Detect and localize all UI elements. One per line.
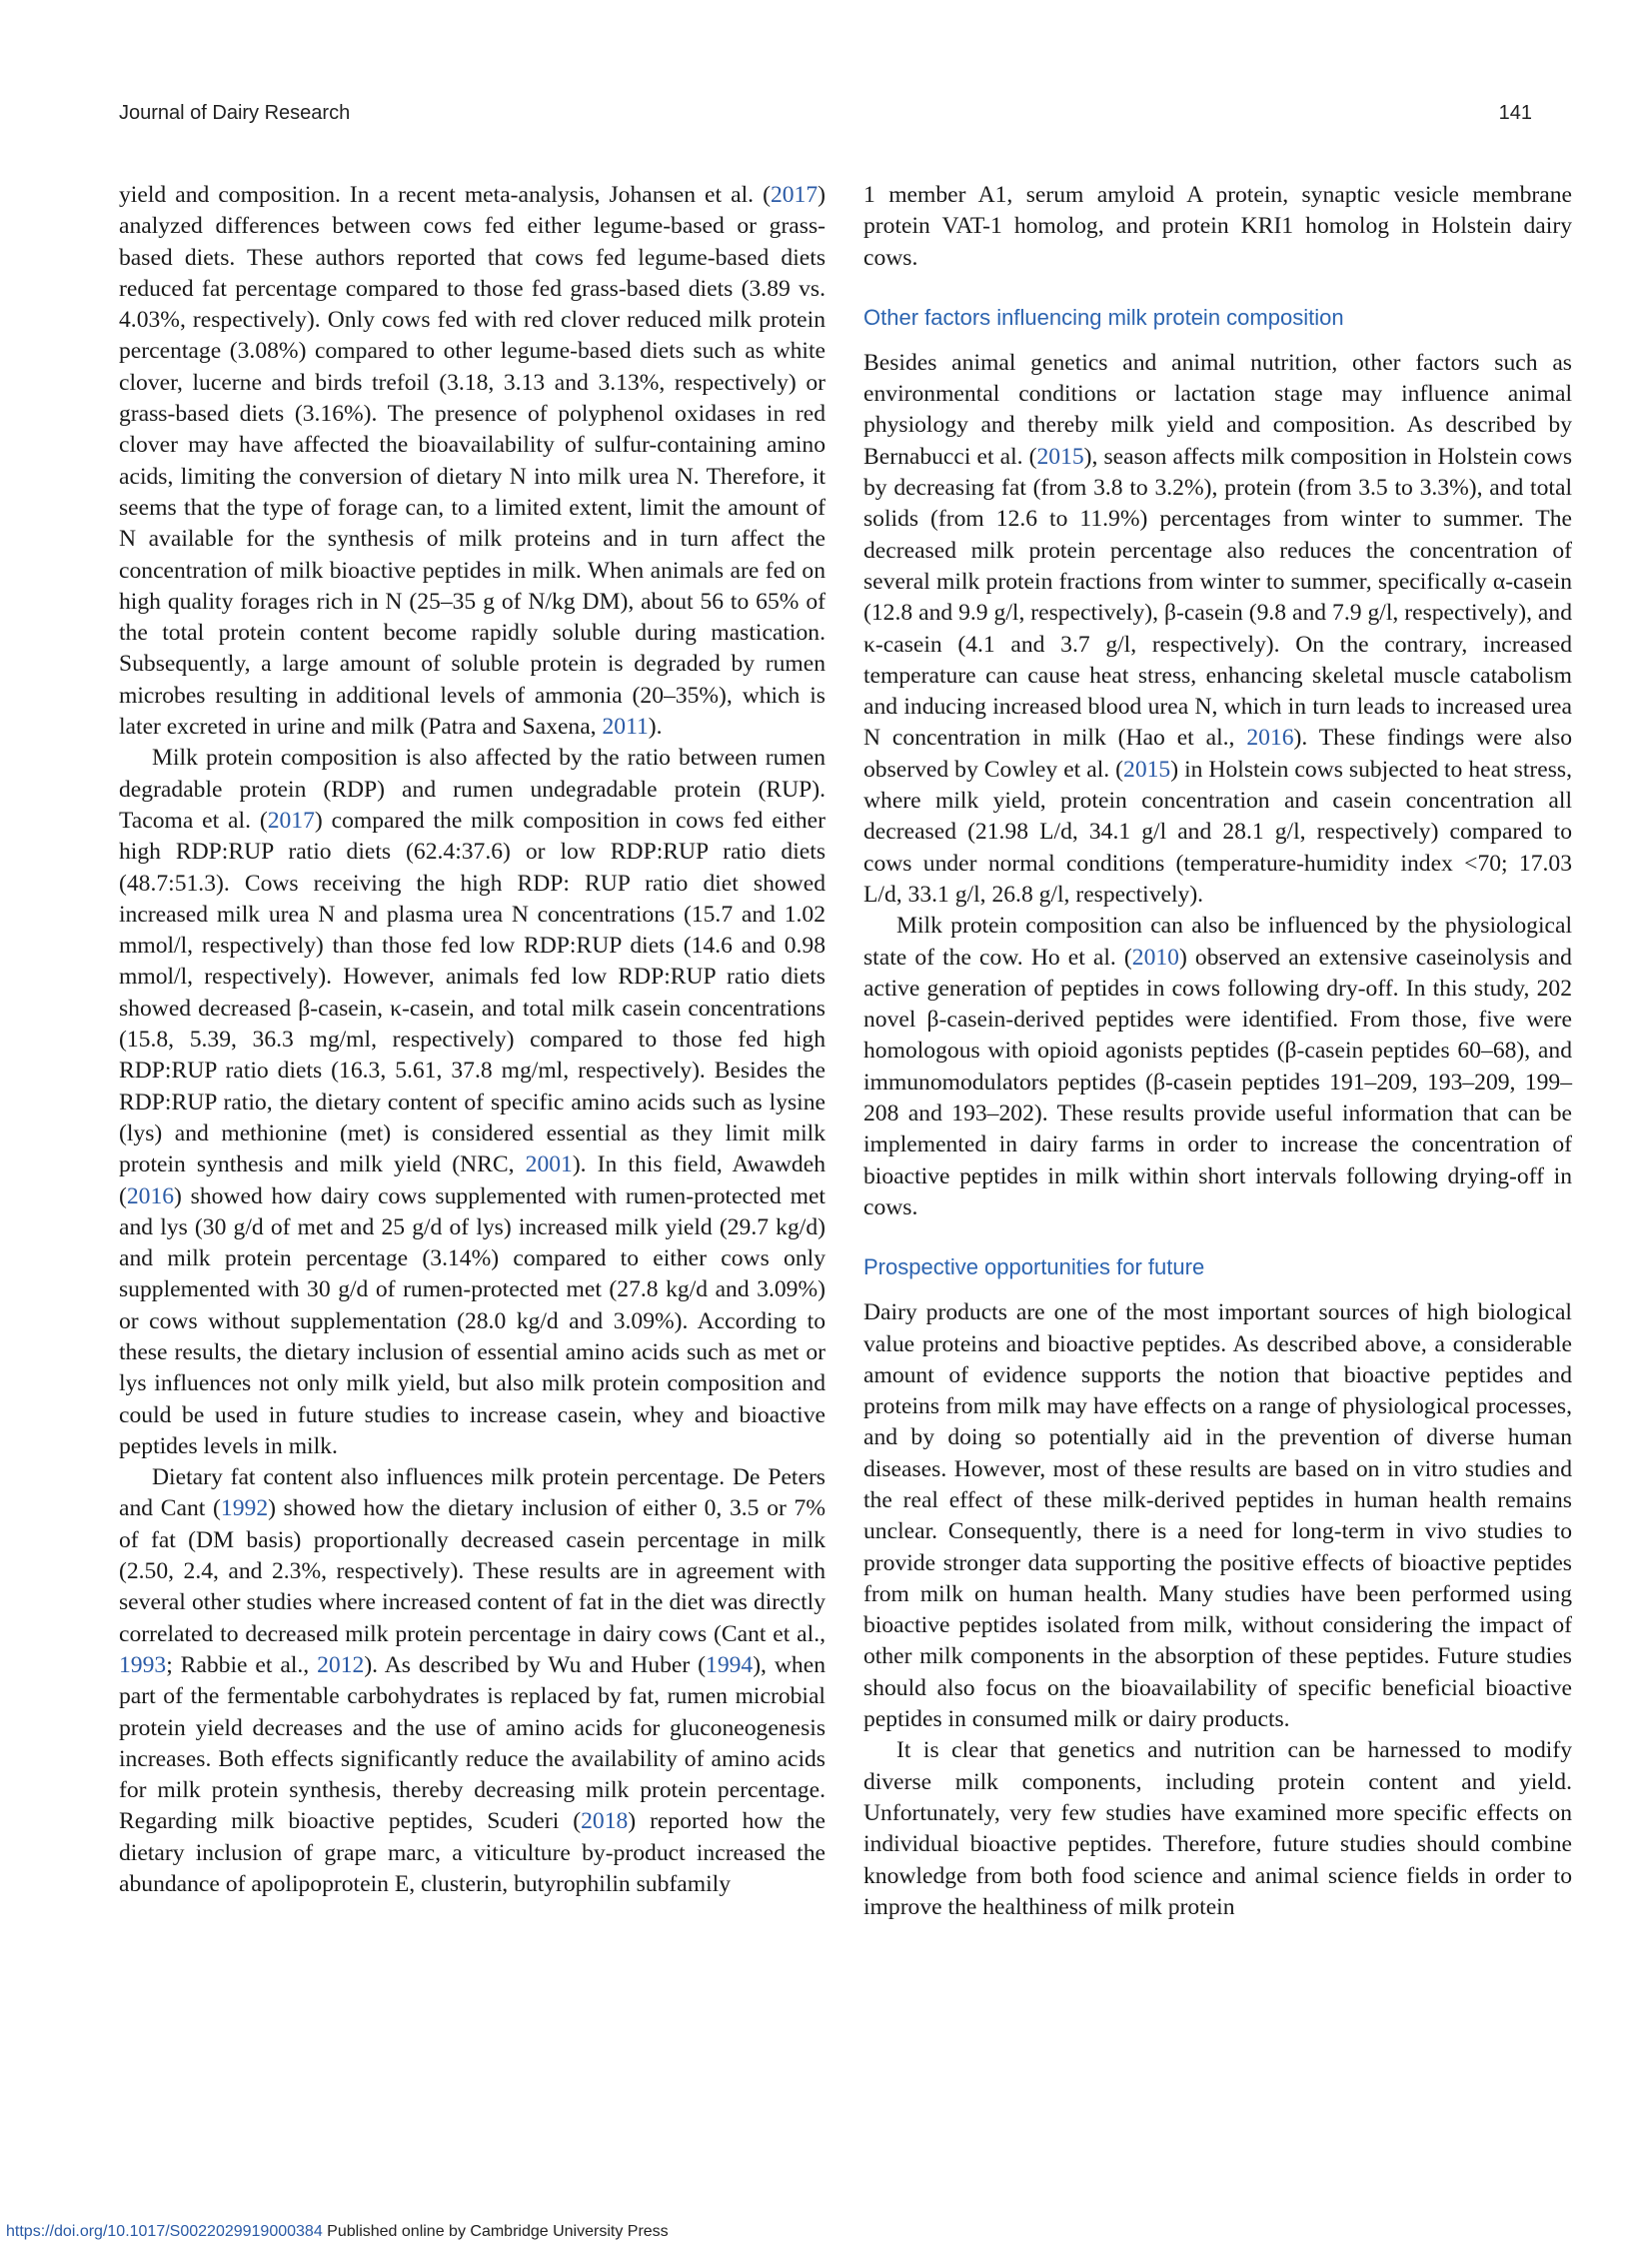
section-heading: Prospective opportunities for future [863,1254,1205,1280]
paragraph: yield and composition. In a recent meta-analysis, Johansen et al. (2017) analyzed differences between cows fed either legume-based or grass-based diets. These authors reported that cows fed legume-based diets reduced fat percentage compared to those fed grass-based diets (3.89 vs. 4.03%, respectively). Only cows fed with red clover reduced milk protein percentage (3.08%) compared to other legume-based diets such as white clover, lucerne and birds trefoil (3.18, 3.13 and 3.13%, respectively) or grass-based diets (3.16%). The presence of polyphenol oxidases in red clover may have affected the bioavailability of sulfur-containing amino acids, limiting the conversion of dietary N into milk urea N. Therefore, it seems that the type of forage can, to a limited extent, limit the amount of N available for the synthesis of milk proteins and in turn affect the concentration of milk bioactive peptides in milk. When animals are fed on high quality forages rich in N (25–35 g of N/kg DM), about 56 to 65% of the total protein content become rapidly soluble during mastication. Subsequently, a large amount of soluble protein is degraded by rumen microbes resulting in additional levels of ammonia (20–35%), which is later excreted in urine and milk (Patra and Saxena, 2011). [119,182,826,741]
paragraph: Milk protein composition is also affected by the ratio between rumen degradable protein (RDP) and rumen undegradable protein (RUP). Tacoma et al. (2017) compared the milk composition in cows fed either high RDP:RUP ratio diets (62.4:37.6) or low RDP:RUP ratio diets (48.7:51.3). Cows receiving the high RDP: RUP ratio diet showed increased milk urea N and plasma urea N concentrations (15.7 and 1.02 mmol/l, respectively) than those fed low RDP:RUP diets (14.6 and 0.98 mmol/l, respectively). However, animals fed low RDP:RUP ratio diets showed decreased β-casein, κ-casein, and total milk casein concentrations (15.8, 5.39, 36.3 mg/ml, respectively) compared to those fed high RDP:RUP ratio diets (16.3, 5.61, 37.8 mg/ml, respectively). Besides the RDP:RUP ratio, the dietary content of specific amino acids such as lysine (lys) and methionine (met) is considered essential as they limit milk protein synthesis and milk yield (NRC, 2001). In this field, Awawdeh (2016) showed how dairy cows supplemented with rumen-protected met and lys (30 g/d of met and 25 g/d of lys) increased milk yield (29.7 kg/d) and milk protein percentage (3.14%) compared to either cows only supplemented with 30 g/d of rumen-protected met (27.8 kg/d and 3.09%) or cows without supplementation (28.0 kg/d and 3.09%). According to these results, the dietary inclusion of essential amino acids such as met or lys influences not only milk yield, but also milk protein composition and could be used in future studies to increase casein, whey and bioactive peptides levels in milk. [119,745,826,1459]
citation-link[interactable]: 2015 [1123,756,1171,783]
citation-link[interactable]: 2015 [1036,443,1084,470]
page-footer [6,2223,669,2241]
paragraph: Dairy products are one of the most important sources of high biological value proteins and bioactive peptides. As described above, a considerable amount of evidence supports the notion that bioactive peptides and proteins from milk may have effects on a range of physiological processes, and by doing so potentially aid in the prevention of diverse human diseases. However, most of these results are based on in vitro studies and the real effect of these milk-derived peptides in human health remains unclear. Consequently, there is a need for long-term in vivo studies to provide stronger data supporting the positive effects of bioactive peptides from milk on human health. Many studies have been performed using bioactive peptides isolated from milk, without considering the impact of other milk components in the absorption of these peptides. Future studies should also focus on the bioavailability of specific beneficial bioactive peptides in consumed milk or dairy products. [863,1299,1572,1733]
paragraph: Besides animal genetics and animal nutrition, other factors such as environmental conditions or lactation stage may influence animal physiology and thereby milk yield and composition. As described by Bernabucci et al. (2015), season affects milk composition in Holstein cows by decreasing fat (from 3.8 to 3.2%), protein (from 3.5 to 3.3%), and total solids (from 12.6 to 11.9%) percentages from winter to summer. The decreased milk protein percentage also reduces the concentration of several milk protein fractions from winter to summer, specifically α-casein (12.8 and 9.9 g/l, respectively), β-casein (9.8 and 7.9 g/l, respectively), and κ-casein (4.1 and 3.7 g/l, respectively). On the contrary, increased temperature can cause heat stress, enhancing skeletal muscle catabolism and inducing increased blood urea N, which in turn leads to increased urea N concentration in milk (Hao et al., 2016). These findings were also observed by Cowley et al. (2015) in Holstein cows subjected to heat stress, where milk yield, protein concentration and casein concentration all decreased (21.98 L/d, 34.1 g/l and 28.1 g/l, respectively) compared to cows under normal conditions (temperature-humidity index <70; 17.03 L/d, 33.1 g/l, 26.8 g/l, respectively). [863,349,1572,908]
citation-link[interactable]: 1992 [220,1495,269,1522]
right-column [863,180,1572,1923]
left-column [119,180,826,1900]
citation-link[interactable]: 1994 [706,1651,754,1678]
paragraph: Dietary fat content also influences milk protein percentage. De Peters and Cant (1992) showed how the dietary inclusion of either 0, 3.5 or 7% of fat (DM basis) proportionally decreased casein percentage in milk (2.50, 2.4, and 2.3%, respectively). These results are in agreement with several other studies where increased content of fat in the diet was directly correlated to decreased milk protein percentage in dairy cows (Cant et al., 1993; Rabbie et al., 2012). As described by Wu and Huber (1994), when part of the fermentable carbohydrates is replaced by fat, rumen microbial protein yield decreases and the use of amino acids for gluconeogenesis increases. Both effects significantly reduce the availability of amino acids for milk protein synthesis, thereby decreasing milk protein percentage. Regarding milk bioactive peptides, Scuderi (2018) reported how the dietary inclusion of grape marc, a viticulture by-product increased the abundance of apolipoprotein E, clusterin, butyrophilin subfamily [119,1464,826,1898]
journal-title: Journal of Dairy Research [119,101,351,124]
section-heading: Other factors influencing milk protein composition [863,304,1344,330]
citation-link[interactable]: 1993 [119,1651,167,1678]
paragraph: It is clear that genetics and nutrition can be harnessed to modify diverse milk components, including protein content and yield. Unfortunately, very few studies have examined more specific effects on individual bioactive peptides. Therefore, future studies should combine knowledge from both food science and animal science fields in order to improve the healthiness of milk protein [863,1737,1572,1920]
publisher-note: Published online by Cambridge University Press [327,2223,669,2240]
paragraph: 1 member A1, serum amyloid A protein, synaptic vesicle membrane protein VAT-1 homolog, and protein KRI1 homolog in Holstein dairy cows. [863,182,1572,271]
page-number: 141 [1498,101,1532,124]
citation-link[interactable]: 2017 [267,807,315,834]
citation-link[interactable]: 2001 [525,1151,573,1178]
citation-link[interactable]: 2016 [1246,725,1294,752]
citation-link[interactable]: 2018 [581,1808,629,1835]
citation-link[interactable]: 2017 [770,182,819,208]
citation-link[interactable]: 2010 [1131,944,1179,971]
running-header [119,98,1532,128]
citation-link[interactable]: 2012 [317,1651,365,1678]
citation-link[interactable]: 2011 [602,714,649,741]
paragraph: Milk protein composition can also be influenced by the physiological state of the cow. Ho et al. (2010) observed an extensive caseinolysis and active generation of peptides in cows following dry-off. In this study, 202 novel β-casein-derived peptides were identified. From those, five were homologous with opioid agonists peptides (β-casein peptides 60–68), and immunomodulators peptides (β-casein peptides 191–209, 193–209, 199–208 and 193–202). These results provide useful information that can be implemented in dairy farms in order to increase the concentration of bioactive peptides in milk within short intervals following drying-off in cows. [863,913,1572,1220]
doi-link[interactable]: https://doi.org/10.1017/S0022029919000384 [6,2223,323,2240]
citation-link[interactable]: 2016 [126,1182,175,1209]
